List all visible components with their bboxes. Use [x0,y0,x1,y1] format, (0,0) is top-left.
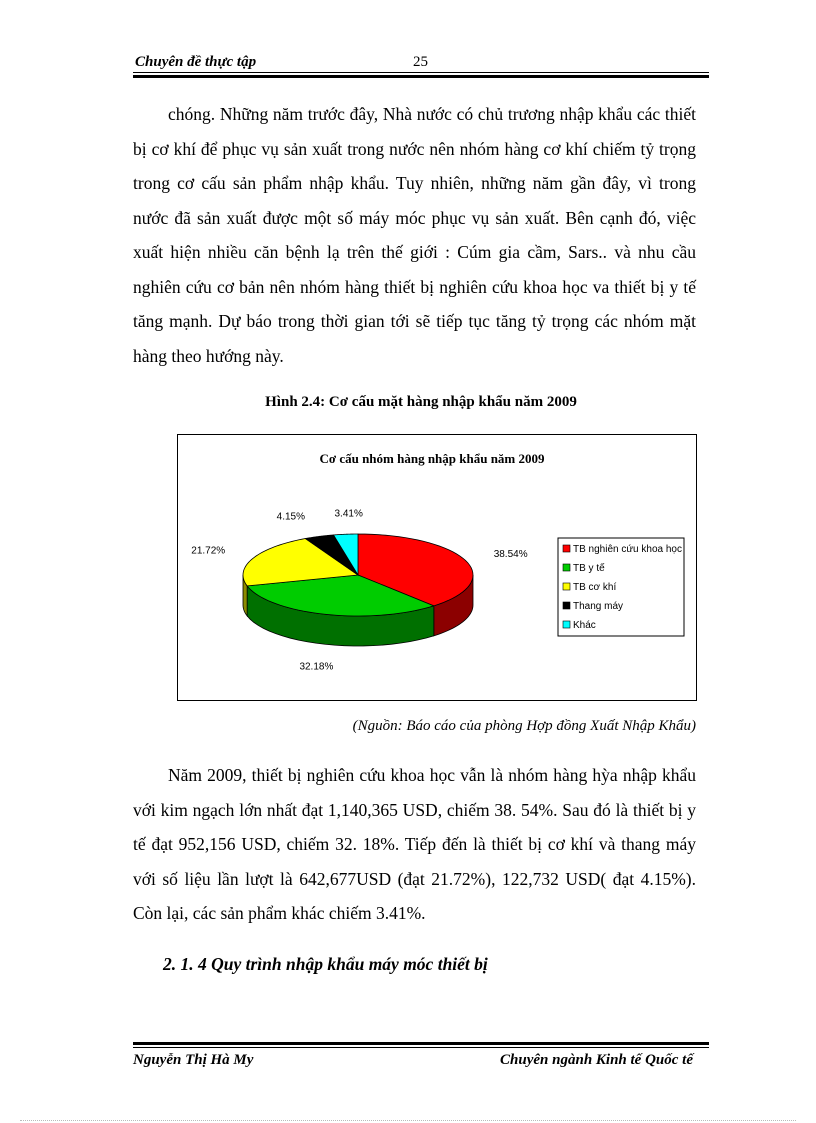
legend-label-2: TB cơ khí [573,582,617,593]
legend-label-3: Thang máy [573,601,624,612]
pie-chart [177,434,697,701]
pie-data-label-3: 4.15% [276,511,305,523]
footer-author: Nguyễn Thị Hà My [133,1052,254,1068]
footer-rule-thin [133,1047,709,1048]
legend-swatch-4 [563,621,570,628]
source-note: (Nguồn: Báo cáo của phòng Hợp đồng Xuất Nhập Khẩu) [352,718,696,734]
footer-rule-thick [133,1042,709,1045]
legend-swatch-3 [563,602,570,609]
paragraph-1 [133,97,696,373]
figure-caption: Hình 2.4: Cơ cấu mặt hàng nhập khẩu năm 2009 [265,394,577,410]
legend-label-1: TB y tế [573,563,605,574]
header-rule-thick [133,75,709,78]
paragraph-2-text: Năm 2009, thiết bị nghiên cứu khoa học vẫn là nhóm hàng hỳa nhập khẩu với kim ngạch lớn nhất đạt 1,140,365 USD, chiếm 38. 54%. Sau đó là thiết bị y tế đạt 952,156 USD, chiếm 32. 18%. Tiếp đến là thiết bị cơ khí và thang máy với số liệu lần lượt là 642,677USD (đạt 21.72%), 122,732 USD( đạt 4.15%). Còn lại, các sản phẩm khác chiếm 3.41%. [133,765,696,923]
page-header [133,50,709,80]
chart-title: Cơ cấu nhóm hàng nhập khẩu năm 2009 [319,451,545,466]
legend-swatch-2 [563,583,570,590]
legend-label-4: Khác [573,620,596,631]
pie-data-label-1: 32.18% [299,661,334,673]
header-rule-thin [133,72,709,73]
legend-swatch-1 [563,564,570,571]
paragraph-1-text: chóng. Những năm trước đây, Nhà nước có chủ trương nhập khẩu các thiết bị cơ khí để phục vụ sản xuất trong nước nên nhóm hàng cơ khí chiếm tỷ trọng trong cơ cấu sản phẩm nhập khẩu. Tuy nhiên, những năm gần đây, vì trong nước đã sản xuất được một số máy móc phục vụ sản xuất. Bên cạnh đó, việc xuất hiện nhiều căn bệnh lạ trên thế giới : Cúm gia cầm, Sars.. và nhu cầu nghiên cứu cơ bản nên nhóm hàng thiết bị nghiên cứu khoa học va thiết bị y tế tăng mạnh. Dự báo trong thời gian tới sẽ tiếp tục tăng tỷ trọng các nhóm mặt hàng theo hướng này. [133,104,696,366]
page-footer [133,1042,709,1082]
pie-data-label-4: 3.41% [334,508,363,520]
header-title: Chuyên đề thực tập [135,54,257,70]
footer-major: Chuyên ngành Kinh tế Quốc tế [500,1052,693,1068]
page-edge [20,1120,796,1121]
pie-data-label-0: 38.54% [493,548,528,560]
legend-swatch-0 [563,545,570,552]
section-heading: 2. 1. 4 Quy trình nhập khẩu máy móc thiết bị [163,954,488,974]
pie-data-label-2: 21.72% [191,545,226,557]
legend-label-0: TB nghiên cứu khoa học [573,544,682,555]
pie-chart-svg [178,435,696,700]
page-number: 25 [413,54,428,70]
paragraph-2 [133,758,696,931]
